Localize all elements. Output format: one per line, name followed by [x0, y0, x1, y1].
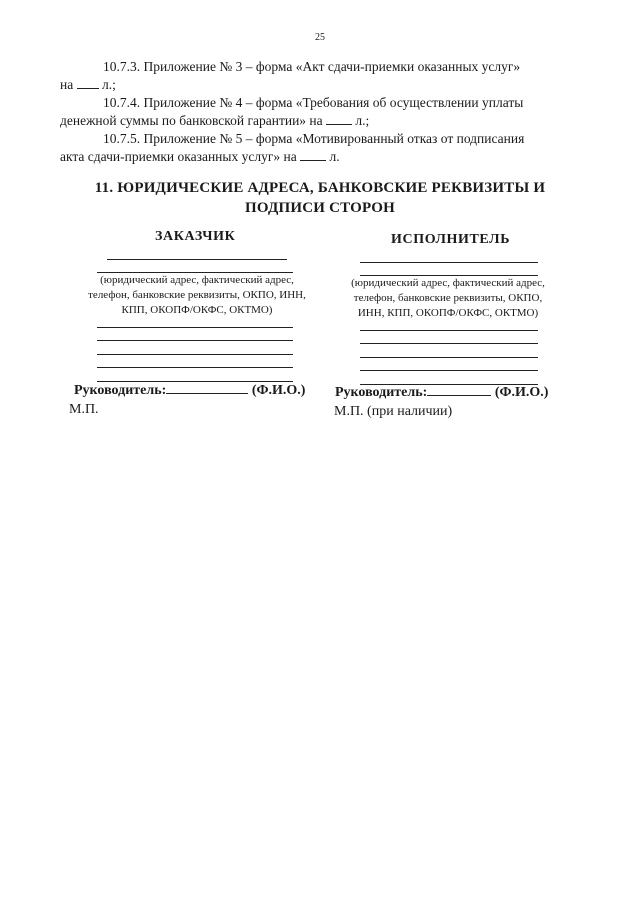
signature-blank — [166, 393, 248, 394]
item-tail — [60, 76, 580, 94]
item-tail — [60, 112, 580, 130]
contractor-requisites-line — [360, 357, 538, 358]
customer-requisites-line — [97, 367, 293, 368]
signature-label: Руководитель: — [74, 383, 167, 398]
contractor-name-line — [360, 262, 538, 263]
contractor-requisites-hint — [323, 276, 573, 321]
hint-line: (юридический адрес, фактический адрес, — [351, 277, 545, 289]
hint-line: ИНН, КПП, ОКОПФ/ОКФС, ОКТМО) — [357, 307, 539, 319]
page-count-blank — [300, 160, 326, 161]
customer-requisites-line — [97, 340, 293, 341]
page-count-blank — [326, 124, 352, 125]
signature-fio: (Ф.И.О.) — [251, 383, 306, 398]
contractor-requisites-line — [360, 370, 538, 371]
item-tail-suffix: л.; — [355, 113, 370, 128]
list-item-10-7-4 — [60, 94, 580, 130]
customer-requisites-line — [97, 354, 293, 355]
item-tail — [60, 148, 580, 166]
customer-requisites-line — [97, 327, 293, 328]
list-item-10-7-5 — [60, 130, 580, 166]
signature-blank — [427, 395, 491, 396]
item-tail-prefix: денежной суммы по банковской гарантии» на — [60, 113, 323, 128]
item-tail-suffix: л.; — [101, 77, 116, 92]
hint-line: телефон, банковские реквизиты, ОКПО, ИНН, — [88, 289, 306, 301]
item-text: 10.7.3. Приложение № 3 – форма «Акт сдачи-приемки оказанных услуг» — [103, 59, 521, 74]
customer-requisites-hint — [72, 273, 322, 318]
list-item-10-7-3 — [60, 58, 580, 94]
customer-signature — [74, 383, 305, 399]
page-count-blank — [77, 88, 99, 89]
signature-label: Руководитель: — [335, 385, 428, 400]
customer-name-line — [107, 259, 287, 260]
page-number: 25 — [315, 32, 325, 43]
contractor-title: ИСПОЛНИТЕЛЬ — [391, 232, 511, 247]
hint-line: (юридический адрес, фактический адрес, — [100, 274, 294, 286]
contractor-requisites-line — [360, 343, 538, 344]
item-text: 10.7.5. Приложение № 5 – форма «Мотивированный отказ от подписания — [103, 131, 525, 146]
hint-line: телефон, банковские реквизиты, ОКПО, — [353, 292, 543, 304]
section-heading-line-2: ПОДПИСИ СТОРОН — [244, 200, 395, 216]
item-text: 10.7.4. Приложение № 4 – форма «Требования об осуществлении уплаты — [103, 95, 524, 110]
item-tail-prefix: на — [60, 77, 74, 92]
contractor-signature — [335, 385, 548, 401]
hint-line: КПП, ОКОПФ/ОКФС, ОКТМО) — [121, 304, 273, 316]
customer-stamp: М.П. — [69, 402, 99, 417]
section-heading-line-1: 11. ЮРИДИЧЕСКИЕ АДРЕСА, БАНКОВСКИЕ РЕКВИЗИТЫ И — [94, 180, 546, 196]
customer-requisites-line — [97, 381, 293, 382]
section-heading — [60, 178, 580, 218]
item-tail-prefix: акта сдачи-приемки оказанных услуг» на — [60, 149, 297, 164]
customer-title: ЗАКАЗЧИК — [155, 229, 236, 244]
contractor-stamp: М.П. (при наличии) — [334, 404, 453, 419]
signature-fio: (Ф.И.О.) — [494, 385, 549, 400]
item-tail-suffix: л. — [329, 149, 340, 164]
contractor-requisites-line — [360, 330, 538, 331]
